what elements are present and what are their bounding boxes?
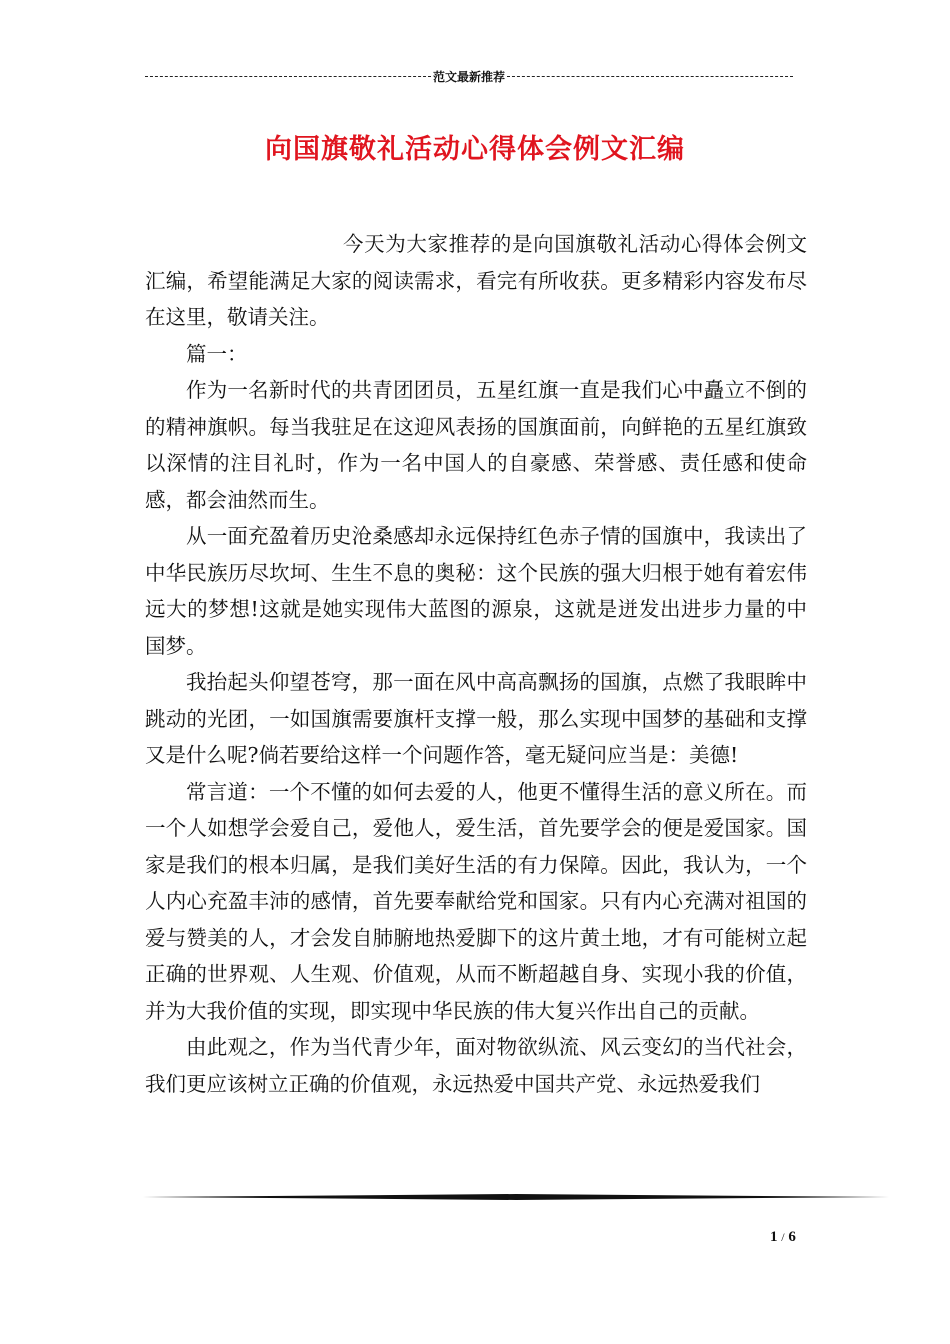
page-number xyxy=(770,1229,796,1246)
document-body xyxy=(145,226,807,1102)
body-paragraph: 从一面充盈着历史沧桑感却永远保持红色赤子情的国旗中，我读出了中华民族历尽坎坷、生生不息的奥秘：这个民族的强大归根于她有着宏伟远大的梦想!这就是她实现伟大蓝图的源泉，这就是迸发出进步力量的中国梦。 xyxy=(145,524,807,658)
intro-paragraph: 今天为大家推荐的是向国旗敬礼活动心得体会例文汇编，希望能满足大家的阅读需求，看完有所收获。更多精彩内容发布尽在这里，敬请关注。 xyxy=(145,232,807,329)
page-current: 1 xyxy=(770,1229,778,1245)
body-paragraph: 作为一名新时代的共青团团员，五星红旗一直是我们心中矗立不倒的的精神旗帜。每当我驻足在这迎风表扬的国旗面前，向鲜艳的五星红旗致以深情的注目礼时，作为一名中国人的自豪感、荣誉感、责任感和使命感，都会油然而生。 xyxy=(145,378,807,512)
header-dash-left xyxy=(145,76,431,77)
body-paragraph: 由此观之，作为当代青少年，面对物欲纵流、风云变幻的当代社会，我们更应该树立正确的价值观，永远热爱中国共产党、永远热爱我们 xyxy=(145,1035,807,1096)
header-label: 范文最新推荐 xyxy=(433,69,506,84)
document-title: 向国旗敬礼活动心得体会例文汇编 xyxy=(265,134,685,165)
body-paragraph: 我抬起头仰望苍穹，那一面在风中高高飘扬的国旗，点燃了我眼眸中跳动的光团，一如国旗需要旗杆支撑一般，那么实现中国梦的基础和支撑又是什么呢?倘若要给这样一个问题作答，毫无疑问应当是：美德! xyxy=(145,670,807,767)
header-dash-right xyxy=(507,76,793,77)
page-total: 6 xyxy=(788,1229,796,1245)
body-paragraph: 常言道：一个不懂的如何去爱的人，他更不懂得生活的意义所在。而一个人如想学会爱自己，爱他人，爱生活，首先要学会的便是爱国家。国家是我们的根本归属，是我们美好生活的有力保障。因此，我认为，一个人内心充盈丰沛的感情，首先要奉献给党和国家。只有内心充满对祖国的爱与赞美的人，才会发自肺腑地热爱脚下的这片黄土地，才有可能树立起正确的世界观、人生观、价值观，从而不断超越自身、实现小我的价值，并为大我价值的实现，即实现中华民族的伟大复兴作出自己的贡献。 xyxy=(145,779,807,1023)
page-separator: / xyxy=(781,1230,785,1244)
footer-rule xyxy=(143,1194,889,1200)
page-header xyxy=(145,66,793,86)
section-heading: 篇一： xyxy=(186,341,248,366)
